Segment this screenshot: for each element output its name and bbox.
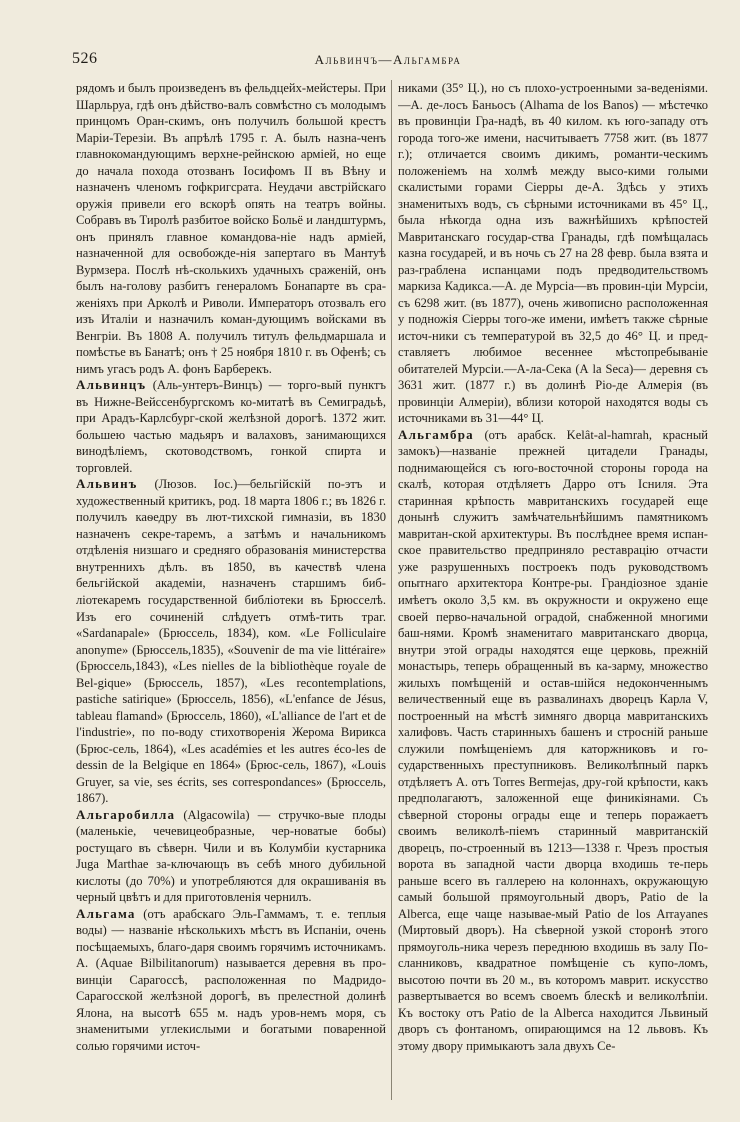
entry-alvin <box>76 476 386 806</box>
headword: Альвинъ <box>76 476 138 492</box>
entry-body: (отъ арабск. Kelât-al-hamrah, красный замокъ)—названіе прежней цитадели Гранады, поднимающейся съ юго-восточной стороны города на скалѣ, которая отдѣляетъ Дарро отъ Існиля. Эта старинная крѣпость мавританскихъ государей еще донынѣ служитъ замѣчательнѣйшимъ памятникомъ мавритан-ской архитектуры. Въ послѣднее время испан-ское правительство предприняло реставрацію отчасти уже разрушенныхъ построекъ подъ руководствомъ опытнаго архитектора Контре-ры. Грандіозное зданіе имѣетъ около 3,5 км. въ окружности и окружено еще своей перво-начальной оградой, снабженной многими баш-нями. Кромѣ знаменитаго мавританскаго дворца, внутри этой ограды находятся еще церковь, прежній монастырь, теперь обращенный въ ка-зарму, множество жилыхъ помѣщеній и остав-шійся недоконченнымъ величественный еще въ развалинахъ дворецъ Карла V, построенный на мѣстѣ зимняго дворца мавританскихъ халифовъ. Часть старинныхъ башенъ и стросній раньше служили помѣщеніемъ для каторжниковъ и го-сударственныхъ преступниковъ. Великолѣпный паркъ отдѣляетъ А. отъ Torres Bermejas, дру-гой крѣпости, какъ предполагаютъ, заложенной еще финикіянами. Съ сѣверной стороны ограды еще и теперь поражаетъ своимъ великолѣ-піемъ старинный мавританскій дворецъ, по-строенный въ 1213—1338 г. Чрезъ простыя ворота въ западной части дворца входишь те-перь раньше всего въ галлерею на колоннахъ, окружающую самый большой прямоугольный дворъ, Patio de la Alberca, еще чаще называе-мый Patio de los Arrayanes (Миртовый дворъ). На сѣверной узкой сторонѣ этого прямоуголь-ника черезъ переднюю входишь въ залу По-сланниковъ, квадратное помѣщеніе съ купо-ломъ, высотою почти въ 20 м., въ которомъ маврит. искусство развертывается во всемъ своемъ блескѣ и великолѣпіи. Къ востоку отъ Patio de la Alberca находится Львиный дворъ съ фонтаномъ, опирающимся на 12 львовъ. Къ этому двору примыкаютъ зала двухъ Се- <box>398 427 708 1053</box>
headword: Альгамбра <box>398 426 474 442</box>
left-column <box>76 80 386 1100</box>
running-head: Альвинчъ—Альгамбра <box>314 52 462 67</box>
page-header <box>72 50 704 72</box>
right-column <box>398 80 708 1100</box>
headword: Альгама <box>76 905 136 921</box>
entry-algarobilla <box>76 807 386 906</box>
entry-body: (Algacowila) — стручко-вые плоды (маленькіе, чечевицеобразные, чер-новатые бобы) ростущаго въ сѣверн. Чили и въ Колумбіи кустарника Juga Marthae за-ключающъ въ себѣ много дубильной кислоты (до 70%) и употребляются для окрашиванія въ черный цвѣтъ и для приготовленія чернилъ. <box>76 807 386 905</box>
entry-body: (Люзов. Іос.)—бельгійскій по-этъ и художественный критикъ, род. 18 марта 1806 г.; въ 1826 г. получилъ каѳедру въ лют-тихской гимназіи, въ 1830 назначенъ секре-таремъ, а затѣмъ и начальникомъ отдѣленія низшаго и средняго образованія министерства внутреннихъ дѣлъ. въ 1850, въ качествѣ члена бельгійской академіи, назначенъ старшимъ биб-ліотекаремъ государственной библіотеки въ Брюсселѣ. Изъ его сочиненій слѣдуетъ отмѣ-тить траг. «Sardanapale» (Брюссель, 1834), ком. «Le Folliculaire anonyme» (Брюссель,1835), «Souvenir de ma vie littéraire» (Брюссель,1843), «Les nielles de la bibliothèque royale de Bel-gique» (Брюссель, 1857), «Les recontemplations, pastiche satirique» (Брюссель, 1856), «L'enfance de Jésus, tableau flamand» (Брюссель, 1860), «L'alliance de l'art et de l'industrie», по по-воду стихотворенія Жерома Вирикса (Брюс-сель, 1864), «Les académies et les autres éco-les de dessin de la Belgique en 1864» (Брюс-сель, 1867), «Louis Gruyer, sa vie, ses écrits, ses correspondances» (Брюссель, 1867). <box>76 477 386 806</box>
headword: Альгаробилла <box>76 806 176 822</box>
entry-continuation-text: никами (35° Ц.), но съ плохо-устроенными за-веденіями.—А. де-лосъ Баньосъ (Alhama de los Banos) — мѣстечко въ провинціи Гра-надѣ, въ 40 килом. къ юго-западу отъ города того-же имени, насчитываетъ 7758 жит. (въ 1877 г.); отличается своимъ дикимъ, романти-ческимъ положеніемъ на холмѣ между высо-кими голыми скалистыми горами Сіерры де-А. Здѣсь у этихъ знаменитыхъ водъ, съ сѣрными источниками въ 45° Ц., была нѣкогда одна изъ важнѣйшихъ крѣпостей Мавританскаго государ-ства Гранады, гдѣ помѣщалась казна государей, и въ ночь съ 27 на 28 февр. была взята и раз-граблена испанцами подъ предводительствомъ маркиза Кадикса.—А. де Мурсіа—въ провин-ціи Мурсіи, съ 6298 жит. (въ 1877), очень живописно расположенная у подножія Сіерры того-же имени, имѣетъ также сѣрные источ-ники съ температурой въ 32,5 до 46° Ц. и пред-ставляетъ любимое весеннее мѣстопребываніе обитателей Мурсіи.—А-ла-Сека (А la Seca)— деревня съ 3631 жит. (1877 г.) въ долинѣ Ріо-де Алмерія (въ провинціи Алмеріи), вблизи которой находятся воды съ источниками въ 31—44° Ц. <box>398 81 708 426</box>
column-divider <box>391 80 392 1100</box>
headword: Альвинцъ <box>76 377 147 393</box>
entry-algama <box>76 906 386 1055</box>
entry-continuation-text: рядомъ и былъ произведенъ въ фельдцейх-мейстеры. При Шарльруа, гдѣ онъ дѣйство-валъ совмѣстно съ молодымъ принцомъ Оран-скимъ, онъ получилъ большой крестъ Маріи-Терезіи. Въ апрѣлѣ 1795 г. А. былъ назна-ченъ главнокомандующимъ верхне-рейнскою арміей, но еще до начала похода отозванъ Іосифомъ II въ Вѣну и назначенъ членомъ гофкригсрата. Неудачи австрійскаго оружія привели его вскорѣ опять на театръ войны. Собравъ въ Тиролѣ разбитое войско Больё и ландштурмъ, онъ принялъ главное командова-ніе надъ арміей, назначенной для освобожде-нія запертаго въ Мантуѣ Вурмзера. Послѣ нѣ-сколькихъ удачныхъ сраженій, онъ былъ на-голову разбитъ генераломъ Бонапарте въ сра-женіяхъ при Арколѣ и Риволи. Императоръ отозвалъ его изъ Италіи и назначилъ коман-дующимъ войсками въ Венгріи. Въ 1808 А. получилъ титулъ фельдмаршала и помѣстье въ Банатѣ; онъ † 25 ноября 1810 г. въ Офенѣ; съ нимъ угасъ родъ А. фонъ Барберекъ. <box>76 81 386 376</box>
entry-body: (Аль-унтеръ-Винцъ) — торго-вый пунктъ въ Нижне-Вейссенбургскомъ ко-митатѣ въ Семиградьѣ, при Арадъ-Карлсбург-ской желѣзной дорогѣ. 1372 жит. большею частью мадьяръ и валаховъ, занимающихся винодѣліемъ, скотоводствомъ, гонкой спирта и торговлей. <box>76 378 386 475</box>
entry-alhambra <box>398 427 708 1055</box>
entry-alvints <box>76 377 386 476</box>
page-number: 526 <box>72 50 98 67</box>
entry-body: (отъ арабскаго Эль-Гаммамъ, т. е. теплыя воды) — названіе нѣсколькихъ мѣстъ въ Испаніи, очень посѣщаемыхъ, благо-даря своимъ горячимъ источникамъ. А. (Aquae Bilbilitanorum) называется деревня въ про-винціи Сарагоссѣ, расположенная по Мадридо-Сарагосской желѣзной дорогѣ, въ прелестной долинѣ Ялона, на высотѣ 655 м. надъ уров-немъ моря, съ знаменитыми углекислыми и богатыми поваренной солью горячими источ- <box>76 906 386 1053</box>
